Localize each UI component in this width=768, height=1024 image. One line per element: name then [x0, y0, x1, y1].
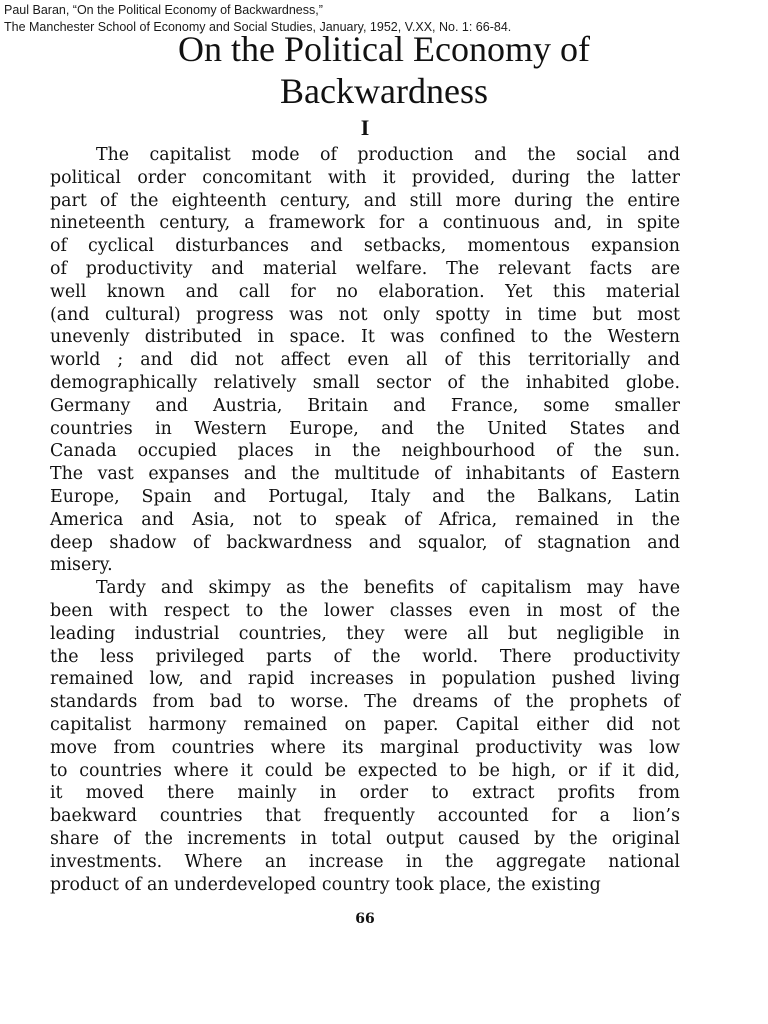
text-line: America and Asia, not to speak of Africa, remained in the [50, 509, 680, 530]
text-line: unevenly distributed in space. It was confined to the Western [50, 327, 680, 348]
citation-line-1: Paul Baran, “On the Political Economy of Backwardness,” [4, 3, 323, 17]
article-title [0, 28, 768, 112]
text-line: baekward countries that frequently accounted for a lion’s [50, 806, 680, 827]
body-text [50, 144, 680, 896]
text-line: investments. Where an increase in the aggregate national [50, 851, 680, 872]
text-line: world ; and did not affect even all of this territorially and [50, 350, 680, 371]
section-number: I [360, 115, 370, 140]
text-line: countries in Western Europe, and the United States and [50, 418, 680, 439]
page-number: 66 [355, 911, 375, 927]
text-line: of productivity and material welfare. The relevant facts are [50, 258, 680, 279]
text-line: move from countries where its marginal productivity was low [50, 737, 680, 758]
text-line: political order concomitant with it provided, during the latter [50, 167, 680, 188]
paragraph [50, 144, 680, 577]
text-line: nineteenth century, a framework for a continuous and, in spite [50, 213, 680, 234]
text-line: demographically relatively small sector of the inhabited globe. [50, 372, 680, 393]
text-line: leading industrial countries, they were all but negligible in [50, 623, 680, 644]
text-line: well known and call for no elaboration. Yet this material [50, 281, 680, 302]
text-line: capitalist harmony remained on paper. Capital either did not [50, 714, 680, 735]
text-line: the less privileged parts of the world. There productivity [50, 646, 680, 667]
text-line: been with respect to the lower classes even in most of the [50, 600, 680, 621]
text-line: Germany and Austria, Britain and France, some smaller [50, 395, 680, 416]
text-line: share of the increments in total output caused by the original [50, 828, 680, 849]
text-line: Canada occupied places in the neighbourhood of the sun. [50, 441, 680, 462]
text-line: deep shadow of backwardness and squalor, of stagnation and [50, 532, 680, 553]
text-line: The capitalist mode of production and the social and [96, 145, 680, 165]
text-line: The vast expanses and the multitude of inhabitants of Eastern [50, 464, 680, 485]
text-line: Tardy and skimpy as the benefits of capitalism may have [96, 578, 680, 599]
paragraph [50, 577, 680, 896]
text-line: to countries where it could be expected to be high, or if it did, [50, 760, 680, 781]
text-line: remained low, and rapid increases in population pushed living [50, 669, 680, 690]
article-title-line-2: Backwardness [280, 71, 488, 111]
text-line: of cyclical disturbances and setbacks, momentous expansion [50, 236, 680, 257]
text-line: part of the eighteenth century, and still more during the entire [50, 190, 680, 211]
citation-line-2: The Manchester School of Economy and Social Studies, January, 1952, V.XX, No. 1: 66-84. [4, 20, 512, 34]
text-line: product of an underdeveloped country took place, the existing [50, 874, 601, 895]
text-line: standards from bad to worse. The dreams of the prophets of [50, 692, 680, 713]
text-line: it moved there mainly in order to extract profits from [50, 783, 680, 804]
text-line: Europe, Spain and Portugal, Italy and the Balkans, Latin [50, 486, 680, 507]
text-line: misery. [50, 555, 113, 576]
text-line: (and cultural) progress was not only spotty in time but most [50, 304, 680, 325]
article-title-line-1: On the Political Economy of [178, 29, 590, 69]
